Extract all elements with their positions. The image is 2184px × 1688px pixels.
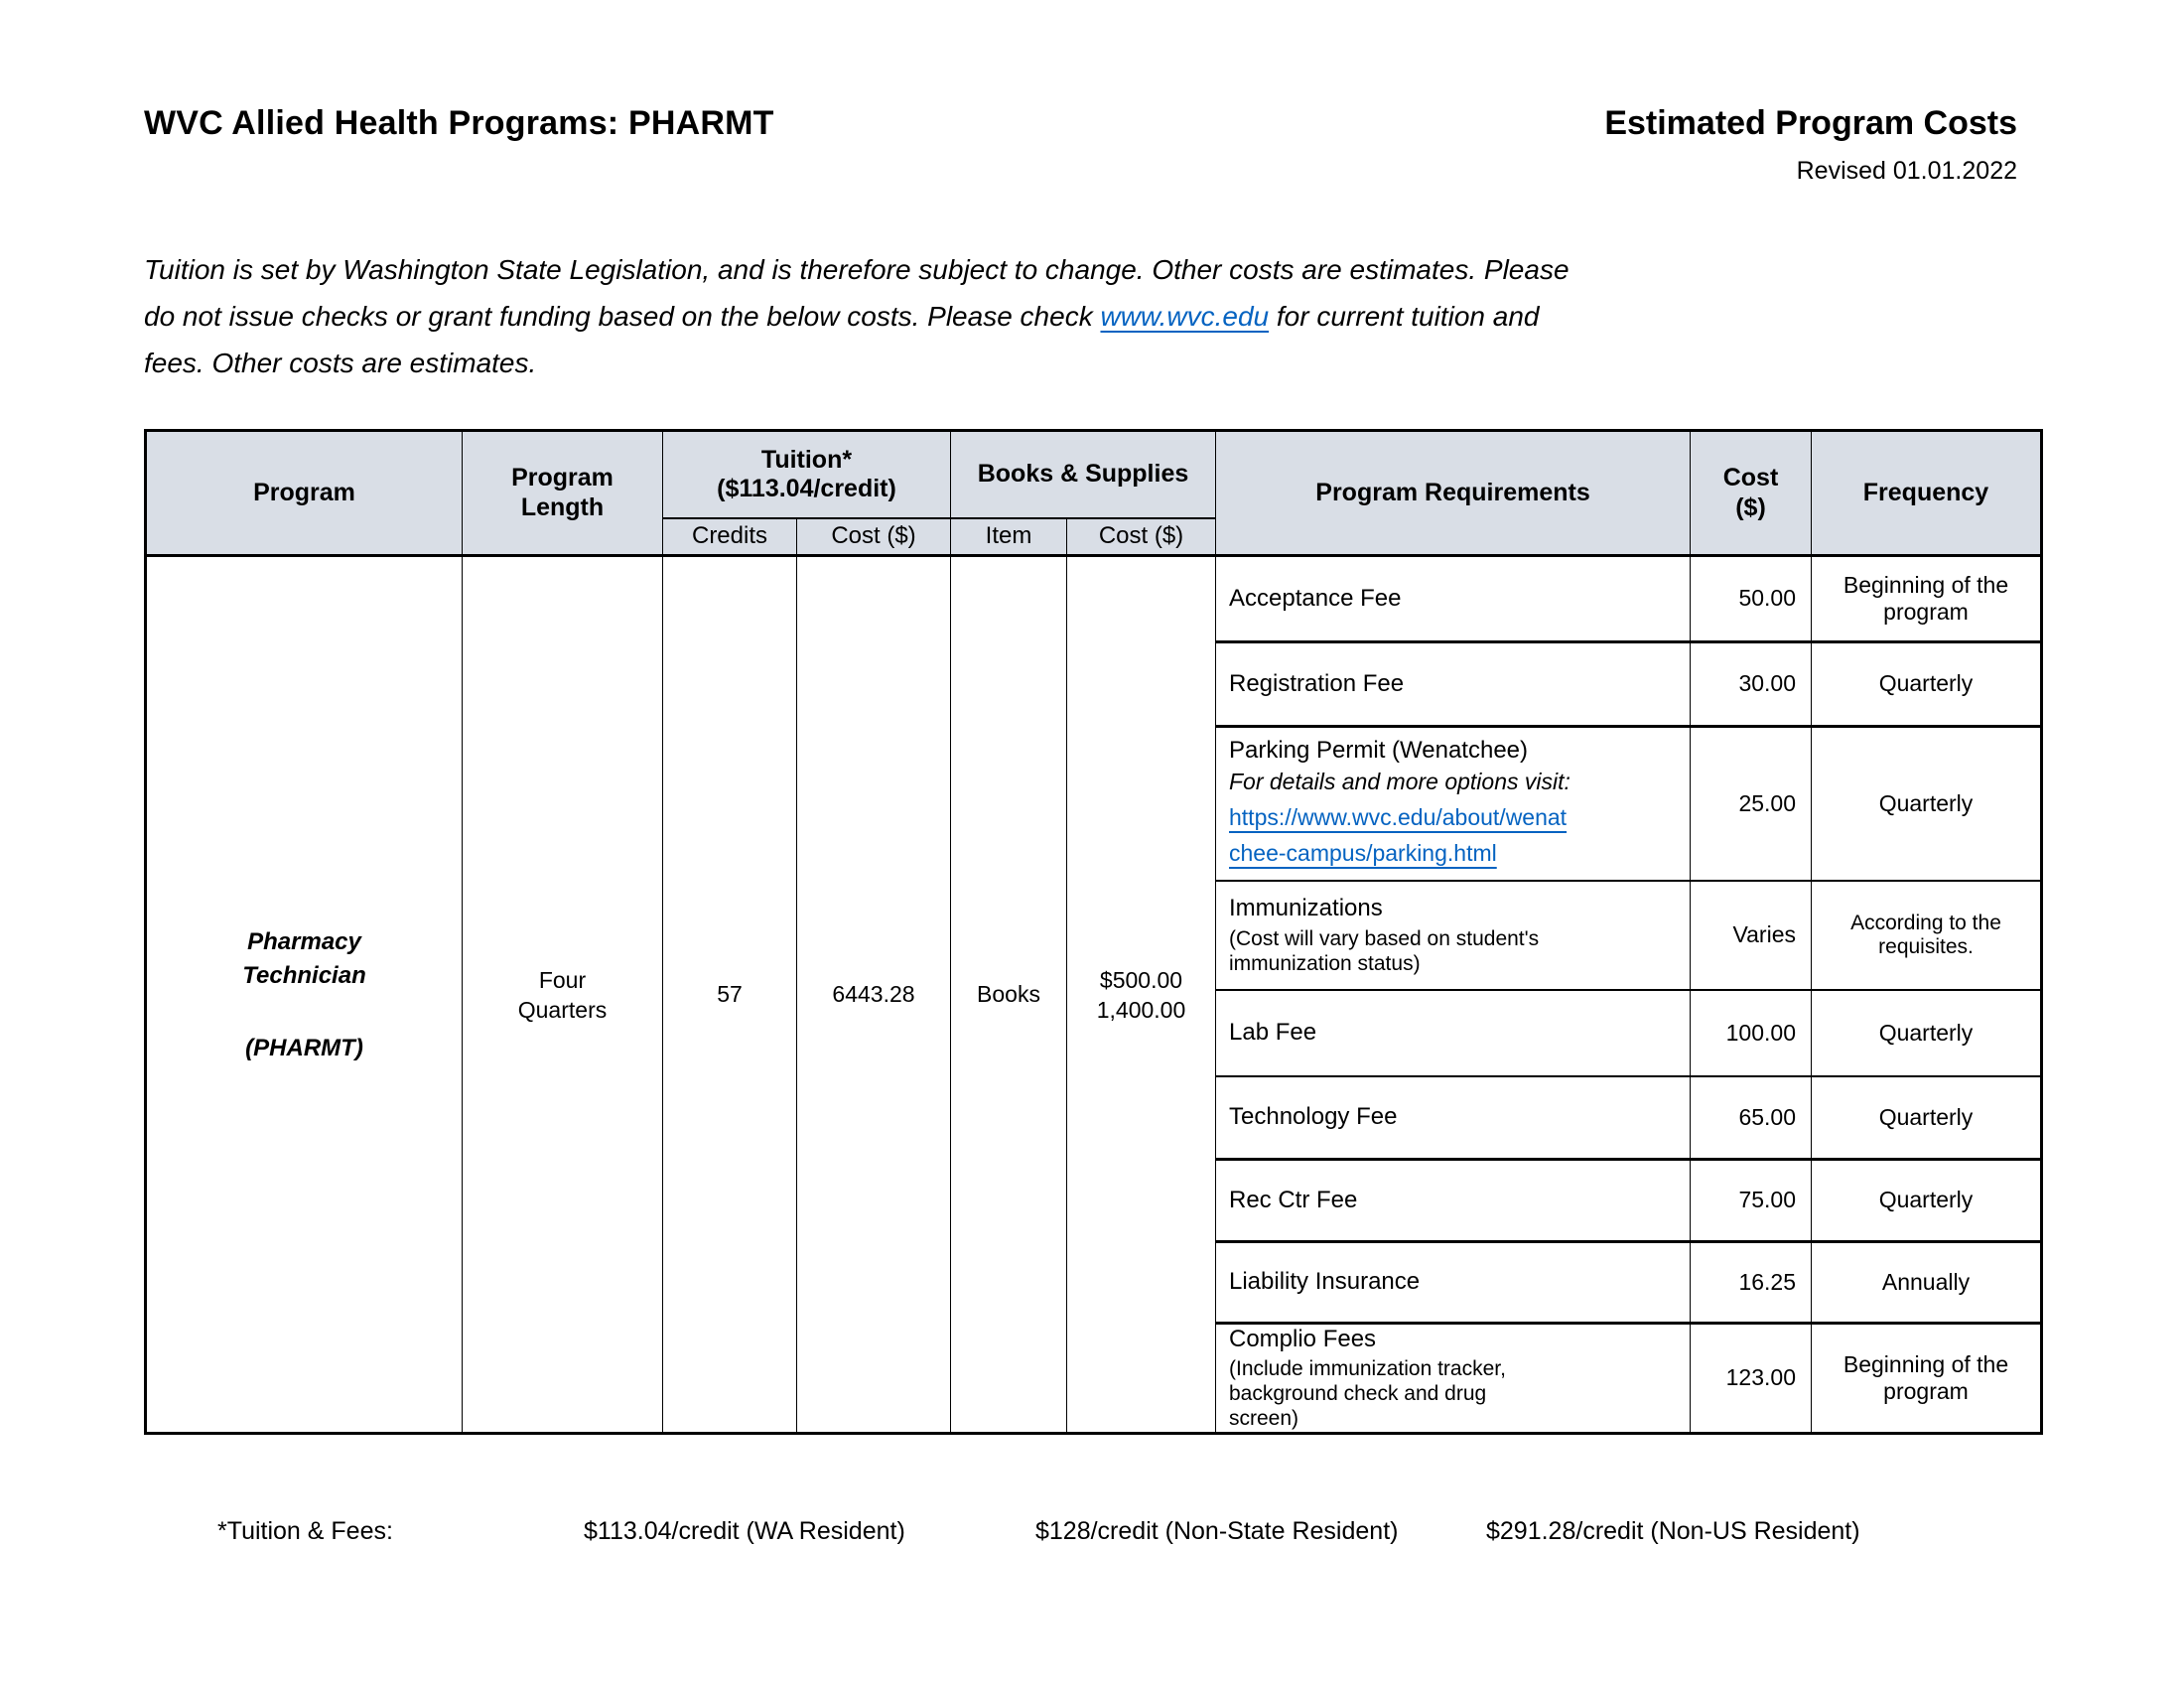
col-header-frequency: Frequency xyxy=(1812,432,2040,557)
col-header-cost xyxy=(1691,432,1812,557)
page-title: WVC Allied Health Programs: PHARMT xyxy=(144,104,774,142)
document-subtitle: Estimated Program Costs xyxy=(1604,104,2017,142)
intro-line-3: fees. Other costs are estimates. xyxy=(144,348,537,378)
requirement-frequency: Annually xyxy=(1812,1243,2040,1325)
requirement-row-name xyxy=(1216,728,1691,882)
wvc-edu-link[interactable]: www.wvc.edu xyxy=(1100,301,1270,332)
col-header-books-supplies: Books & Supplies xyxy=(951,432,1216,519)
requirement-name: Rec Ctr Fee xyxy=(1229,1186,1358,1213)
intro-line-2-pre: do not issue checks or grant funding based on the below costs. Please check xyxy=(144,301,1101,332)
intro-line-1: Tuition is set by Washington State Legislation, and is therefore subject to change. Other costs are estimates. Please xyxy=(144,254,1570,285)
cost-header-line2: ($) xyxy=(1735,492,1766,521)
intro-line-2 xyxy=(144,293,1570,340)
intro-line-2-post: for current tuition and xyxy=(1269,301,1540,332)
col-subheader-tuition-cost: Cost ($) xyxy=(797,519,951,557)
revised-date: Revised 01.01.2022 xyxy=(1796,157,2017,185)
requirement-row-name xyxy=(1216,1243,1691,1325)
requirement-cost: 30.00 xyxy=(1691,643,1812,728)
requirement-name: Liability Insurance xyxy=(1229,1268,1421,1296)
requirement-cost: 50.00 xyxy=(1691,557,1812,643)
col-header-program-length: Program Length xyxy=(463,432,663,557)
requirement-frequency: Quarterly xyxy=(1812,643,2040,728)
requirement-cost: 75.00 xyxy=(1691,1161,1812,1243)
program-length-cell: Four Quarters xyxy=(463,557,663,1432)
requirement-name: Technology Fee xyxy=(1229,1103,1398,1131)
wa-resident-rate: $113.04/credit (WA Resident) xyxy=(584,1517,905,1545)
program-tuition-cost-cell: 6443.28 xyxy=(797,557,951,1432)
requirement-cost: 25.00 xyxy=(1691,728,1812,882)
requirement-cost: 16.25 xyxy=(1691,1243,1812,1325)
page-title-right-block xyxy=(1604,104,2017,186)
requirement-cost: 123.00 xyxy=(1691,1325,1812,1432)
requirement-note: (Cost will vary based on student's immunization status) xyxy=(1229,926,1540,975)
tuition-rates-footnote xyxy=(0,1517,2184,1557)
requirement-row-name xyxy=(1216,643,1691,728)
program-credits-cell: 57 xyxy=(663,557,797,1432)
col-subheader-credits: Credits xyxy=(663,519,797,557)
tuition-header-title: Tuition* xyxy=(760,445,853,474)
non-us-resident-rate: $291.28/credit (Non-US Resident) xyxy=(1486,1517,1860,1545)
tuition-header-rate: ($113.04/credit) xyxy=(717,475,896,502)
requirement-row-name xyxy=(1216,557,1691,643)
requirement-row-name xyxy=(1216,882,1691,991)
requirement-name: Lab Fee xyxy=(1229,1019,1317,1047)
requirement-note: For details and more options visit: xyxy=(1229,769,1570,795)
col-header-program-requirements: Program Requirements xyxy=(1216,432,1691,557)
requirement-cost: Varies xyxy=(1691,882,1812,991)
requirement-name: Complio Fees xyxy=(1229,1325,1377,1352)
requirement-name: Registration Fee xyxy=(1229,669,1405,697)
requirement-name: Immunizations xyxy=(1229,895,1383,922)
col-header-tuition xyxy=(663,432,951,519)
col-header-program: Program xyxy=(147,432,463,557)
requirement-name: Acceptance Fee xyxy=(1229,584,1402,612)
requirement-row-name xyxy=(1216,1077,1691,1161)
books-cost-low: $500.00 xyxy=(1099,966,1183,993)
requirement-cost: 65.00 xyxy=(1691,1077,1812,1161)
requirement-frequency: Beginning of the program xyxy=(1843,1350,2009,1404)
program-code: (PHARMT) xyxy=(245,1035,363,1062)
program-costs-table xyxy=(144,429,2043,1435)
non-state-resident-rate: $128/credit (Non-State Resident) xyxy=(1035,1517,1399,1545)
col-subheader-books-cost: Cost ($) xyxy=(1067,519,1216,557)
program-books-item-cell: Books xyxy=(951,557,1067,1432)
footnote-label: *Tuition & Fees: xyxy=(217,1517,393,1545)
program-name: Pharmacy Technician xyxy=(242,928,366,990)
col-subheader-item: Item xyxy=(951,519,1067,557)
requirement-frequency: According to the requisites. xyxy=(1812,882,2040,991)
requirement-note: (Include immunization tracker, background check and drug screen) xyxy=(1229,1357,1506,1431)
requirement-cost: 100.00 xyxy=(1691,991,1812,1077)
parking-permit-link[interactable]: https://www.wvc.edu/about/wenatchee-campus/parking.html xyxy=(1229,804,1568,867)
requirement-frequency: Beginning of the program xyxy=(1812,557,2040,643)
program-name-cell xyxy=(147,557,463,1432)
requirement-frequency: Quarterly xyxy=(1812,728,2040,882)
intro-paragraph xyxy=(144,246,1570,386)
books-cost-high: 1,400.00 xyxy=(1096,996,1186,1023)
requirement-frequency: Quarterly xyxy=(1812,1161,2040,1243)
requirement-row-name xyxy=(1216,1325,1691,1432)
requirement-row-name xyxy=(1216,991,1691,1077)
requirement-row-name xyxy=(1216,1161,1691,1243)
requirement-name: Parking Permit (Wenatchee) xyxy=(1229,736,1529,764)
cost-header-line1: Cost xyxy=(1722,464,1779,492)
program-books-cost-cell xyxy=(1067,557,1216,1432)
requirement-frequency: Quarterly xyxy=(1812,1077,2040,1161)
requirement-frequency: Quarterly xyxy=(1812,991,2040,1077)
